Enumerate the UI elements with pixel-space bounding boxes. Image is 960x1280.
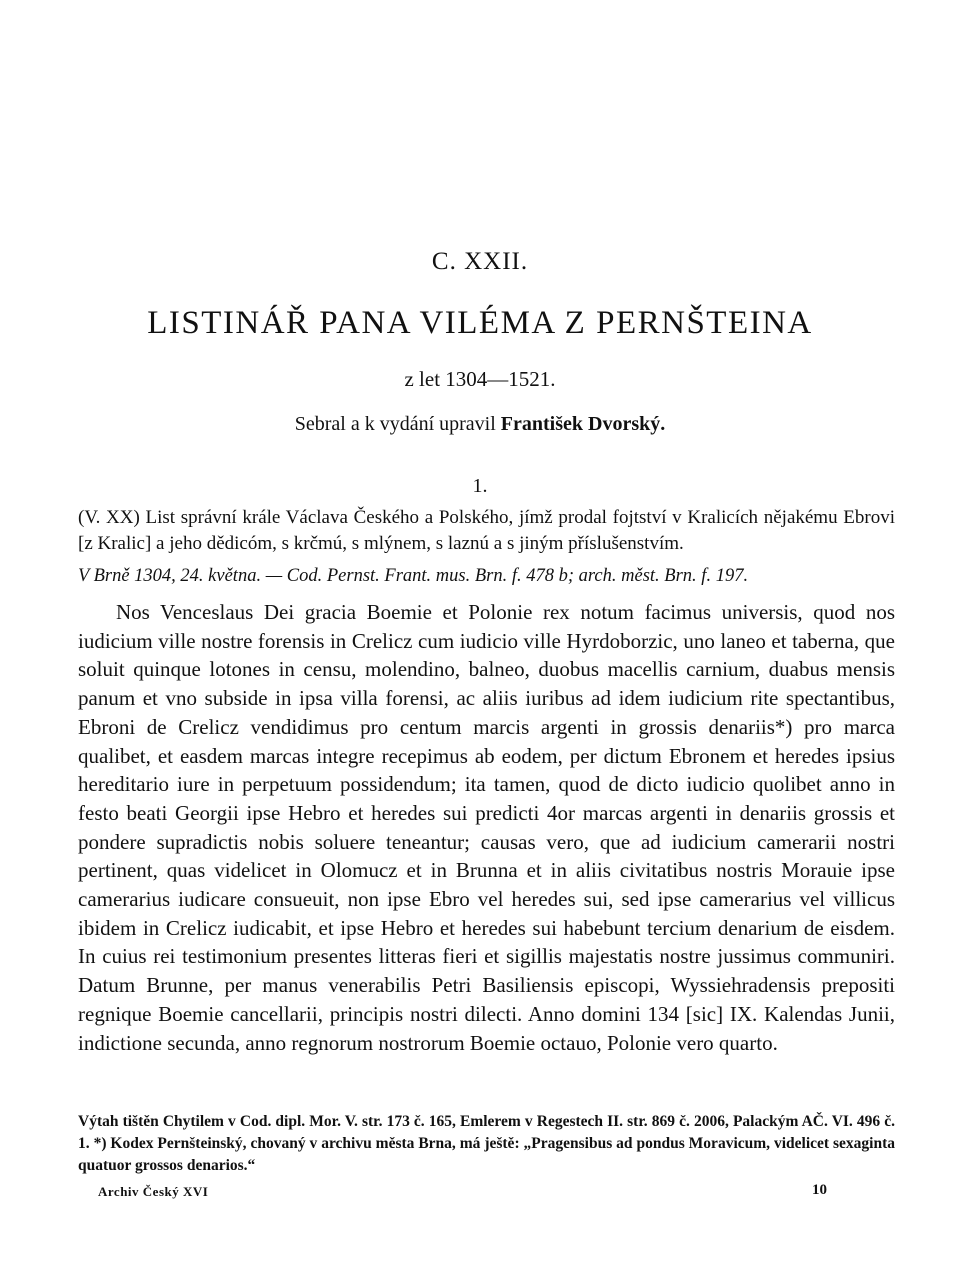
page-title: LISTINÁŘ PANA VILÉMA Z PERNŠTEINA bbox=[147, 305, 813, 341]
footnote: *) Kodex Pernšteinský, chovaný v archivu města Brna, má ještě: „Pragensibus ad pondus Moravicum, videlicet sexaginta quatuor grossos denarios.“ bbox=[78, 1135, 895, 1174]
page-number: 10 bbox=[812, 1182, 827, 1198]
print-references: Výtah tištěn Chytilem v Cod. dipl. Mor. V. str. 173 č. 165, Emlerem v Regestech II. str. 869 č. 2006, Palackým AČ. VI. 496 č. 1. bbox=[78, 1113, 895, 1152]
footer-volume: Archiv Český XVI bbox=[98, 1184, 209, 1199]
editor-name: František Dvorský. bbox=[500, 413, 666, 435]
document-text: Nos Venceslaus Dei gracia Boemie et Polonie rex notum facimus universis, quod nos iudicium ville nostre forensis in Crelicz cum iudicio ville Hyrdoborzic, uno laneo et taberna, que soluit quinque lotones in censu, molendino, balneo, duobus macellis carnium, duabus mensis panum et vno subside in ipsa villa forensi, ac aliis iuribus ad idem iudicium rite spectantibus, Ebroni de Crelicz vendidimus pro centum marcis argenti in grossis denariis*) pro marca qualibet, et easdem marcas integre recepimus ab eodem, per dictum Ebronem et heredes ipsius hereditario iure in perpetuum possidendum; ita tamen, quod de dicto iudicio quolibet anno in festo beati Georgii ipse Hebro et heredes sui predicti 4or marcas argenti in denariis grossis et pondere supradictis nobis soluere teneantur; causas vero, que ad iudicium camerarii nostri pertinent, quas videlicet in Olomucz et in Brunna et in aliis civitatibus nostris Morauie ipse camerarius iudicare consueuit, non ipse Ebro vel heredes sui, sed ipse camerarius vel villicus ibidem in Crelicz iudicabit, et ipse Hebro et heredes sui habebunt tercium denarium de eisdem. In cuius rei testimonium presentes litteras fieri et sigillis majestatis nostre jussimus communiri. Datum Brunne, per manus venerabilis Petri Basiliensis episcopi, Wyssiehradensis prepositi regnique Boemie cancellarii, principis nostri dilecti. Anno domini 134 [sic] IX. Kalendas Junii, indictione secunda, anno regnorum nostrorum Boemie octauo, Polonie vero quarto. bbox=[78, 600, 895, 1055]
section-label: C. XXII. bbox=[431, 248, 529, 275]
date-range: z let 1304—1521. bbox=[404, 367, 556, 391]
editor-line bbox=[0, 413, 960, 436]
notes-block bbox=[78, 1111, 895, 1177]
document-source: V Brně 1304, 24. května. — Cod. Pernst. Frant. mus. Brn. f. 478 b; arch. měst. Brn. f. 197. bbox=[78, 566, 749, 586]
editor-prefix: Sebral a k vydání upravil bbox=[294, 413, 501, 435]
document-regest: (V. XX) List správní krále Václava Českého a Polského, jímž prodal fojtství v Kralicích nějakému Ebrovi [z Kralic] a jeho dědicóm, s krčmú, s mlýnem, s laznú a s jiným příslušenstvím. bbox=[78, 507, 895, 554]
document-number: 1. bbox=[472, 475, 488, 497]
